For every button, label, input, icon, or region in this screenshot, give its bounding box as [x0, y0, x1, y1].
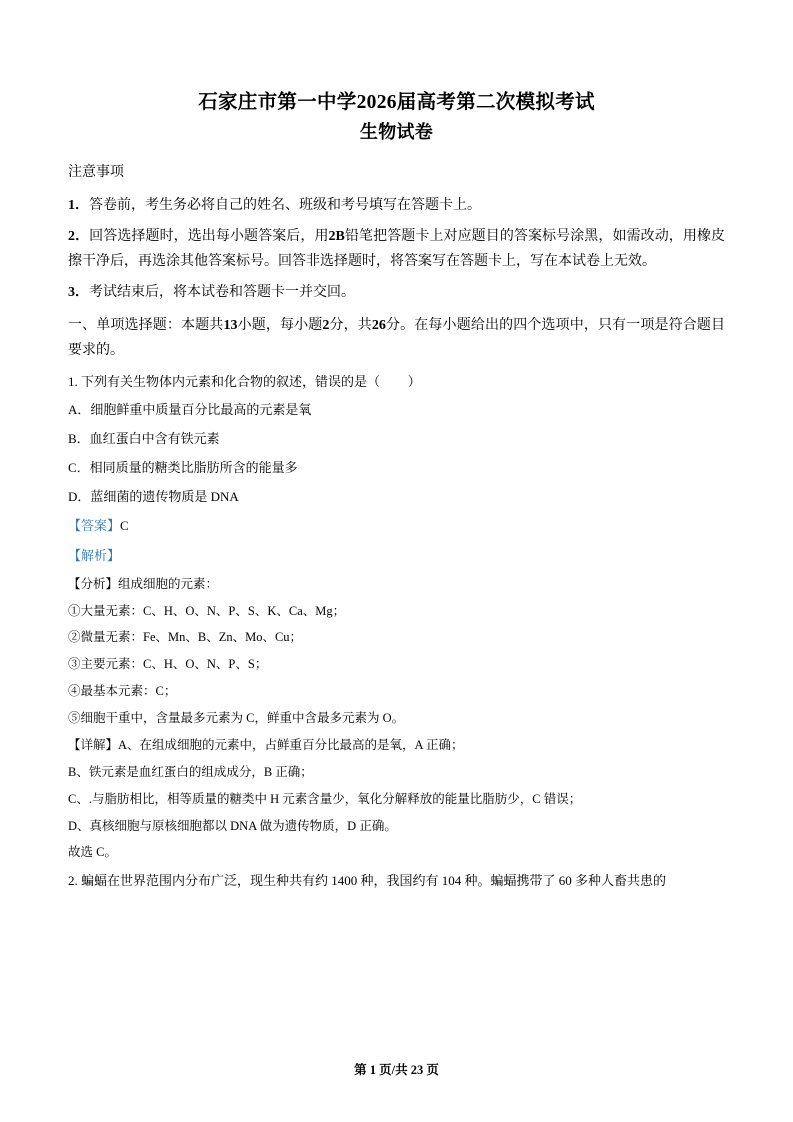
section-one-body-b: 小题，每小题 [237, 317, 323, 333]
answer-tag: 【答案】 [68, 518, 121, 534]
notice-item-1 [68, 194, 725, 219]
section-one-heading [68, 313, 725, 363]
question-1-analysis-7: B、铁元素是血红蛋白的组成成分，B 正确； [68, 764, 313, 779]
notice-item-1-number: 1． [68, 197, 89, 213]
question-2-text: 蝙蝠在世界范围内分布广泛，现生种共有约 1400 种，我国约有 104 种。蝙蝠携带了 60 多种人畜共患的 [81, 873, 667, 889]
question-1-answer-value: C [120, 518, 129, 534]
question-1-analysis-9: D、真核细胞与原核细胞都以 DNA 做为遗传物质，D 正确。 [68, 818, 397, 833]
question-2-stem [68, 870, 725, 892]
notice-heading: 注意事项 [68, 165, 124, 181]
section-one-body-d: 分。在每小题给出的四个选项中，只有一项是符合题目要求的。 [68, 317, 726, 358]
page-footer: 第 1 页/共 23 页 [354, 1063, 439, 1077]
question-1-answer-line [68, 515, 725, 537]
question-1-analysis-1: ①大量无素：C、H、O、N、P、S、K、Ca、Mg； [68, 603, 346, 618]
question-1-analysis-5: ⑤细胞干重中，含量最多元素为 C，鲜重中含最多元素为 O。 [68, 711, 405, 726]
question-1-analysis-0: 【分析】组成细胞的元素： [68, 576, 219, 591]
question-1-analysis-6: 【详解】A、在组成细胞的元素中，占鲜重百分比最高的是氧，A 正确； [68, 737, 464, 752]
question-1-number: 1. [68, 374, 78, 390]
notice-item-3 [68, 281, 725, 306]
section-one-points-total: 26 [371, 317, 386, 333]
notice-item-2-number: 2． [68, 229, 90, 245]
question-1-option-a: A．细胞鲜重中质量百分比最高的元素是氧 [68, 402, 312, 418]
question-1-paren-close: ） [407, 374, 421, 390]
notice-item-2 [68, 225, 725, 274]
analysis-tag: 【解析】 [68, 547, 121, 563]
notice-item-1-text: 答卷前，考生务必将自己的姓名、班级和考号填写在答题卡上。 [89, 197, 481, 213]
notice-item-2-pencil-type: 2B [328, 229, 345, 245]
section-one-label: 一、单项选择题： [68, 317, 182, 333]
page-title: 石家庄市第一中学2026届高考第二次模拟考试 [198, 92, 595, 113]
notice-item-2-text-b: 铅笔把答题卡上对应题目的答案标号涂黑，如需改动，用橡皮擦干净后，再选涂其他答案标号。回答非选择题时，将答案写在答题卡上，写在本试卷上无效。 [68, 229, 726, 269]
question-1-analysis-tag-line [68, 545, 725, 567]
section-one-points-each: 2 [322, 317, 330, 333]
question-1-analysis-4: ④最基本元素：C； [68, 684, 177, 699]
question-1-option-d: D．蓝细菌的遗传物质是 DNA [68, 489, 239, 505]
notice-item-3-number: 3． [68, 285, 89, 301]
question-1-answer-blank [380, 374, 408, 389]
section-one-body-c: 分，共 [329, 317, 372, 333]
question-1-analysis-2: ②微量无素：Fe、Mn、B、Zn、Mo、Cu； [68, 630, 303, 645]
section-one-question-count: 13 [223, 317, 238, 333]
question-1-analysis-8: C、.与脂肪相比，相等质量的糖类中 H 元素含量少，氧化分解释放的能量比脂肪少，C 错误； [68, 791, 582, 806]
question-2-number: 2. [68, 873, 78, 889]
section-one-body-a: 本题共 [181, 317, 224, 333]
page-subtitle: 生物试卷 [359, 122, 434, 143]
question-1-analysis-3: ③主要元素：C、H、O、N、P、S； [68, 657, 268, 672]
notice-item-2-text-a: 回答选择题时，选出每小题答案后，用 [89, 229, 329, 245]
question-1-option-b: B．血红蛋白中含有铁元素 [68, 431, 220, 447]
question-1-text: 下列有关生物体内元素和化合物的叙述，错误的是（ [81, 374, 381, 390]
notice-item-3-text: 考试结束后，将本试卷和答题卡一并交回。 [89, 285, 355, 301]
question-1-option-c: C．相同质量的糖类比脂肪所含的能量多 [68, 460, 298, 476]
question-1-stem [68, 371, 725, 393]
question-1-analysis-10: 故选 C。 [68, 845, 117, 860]
